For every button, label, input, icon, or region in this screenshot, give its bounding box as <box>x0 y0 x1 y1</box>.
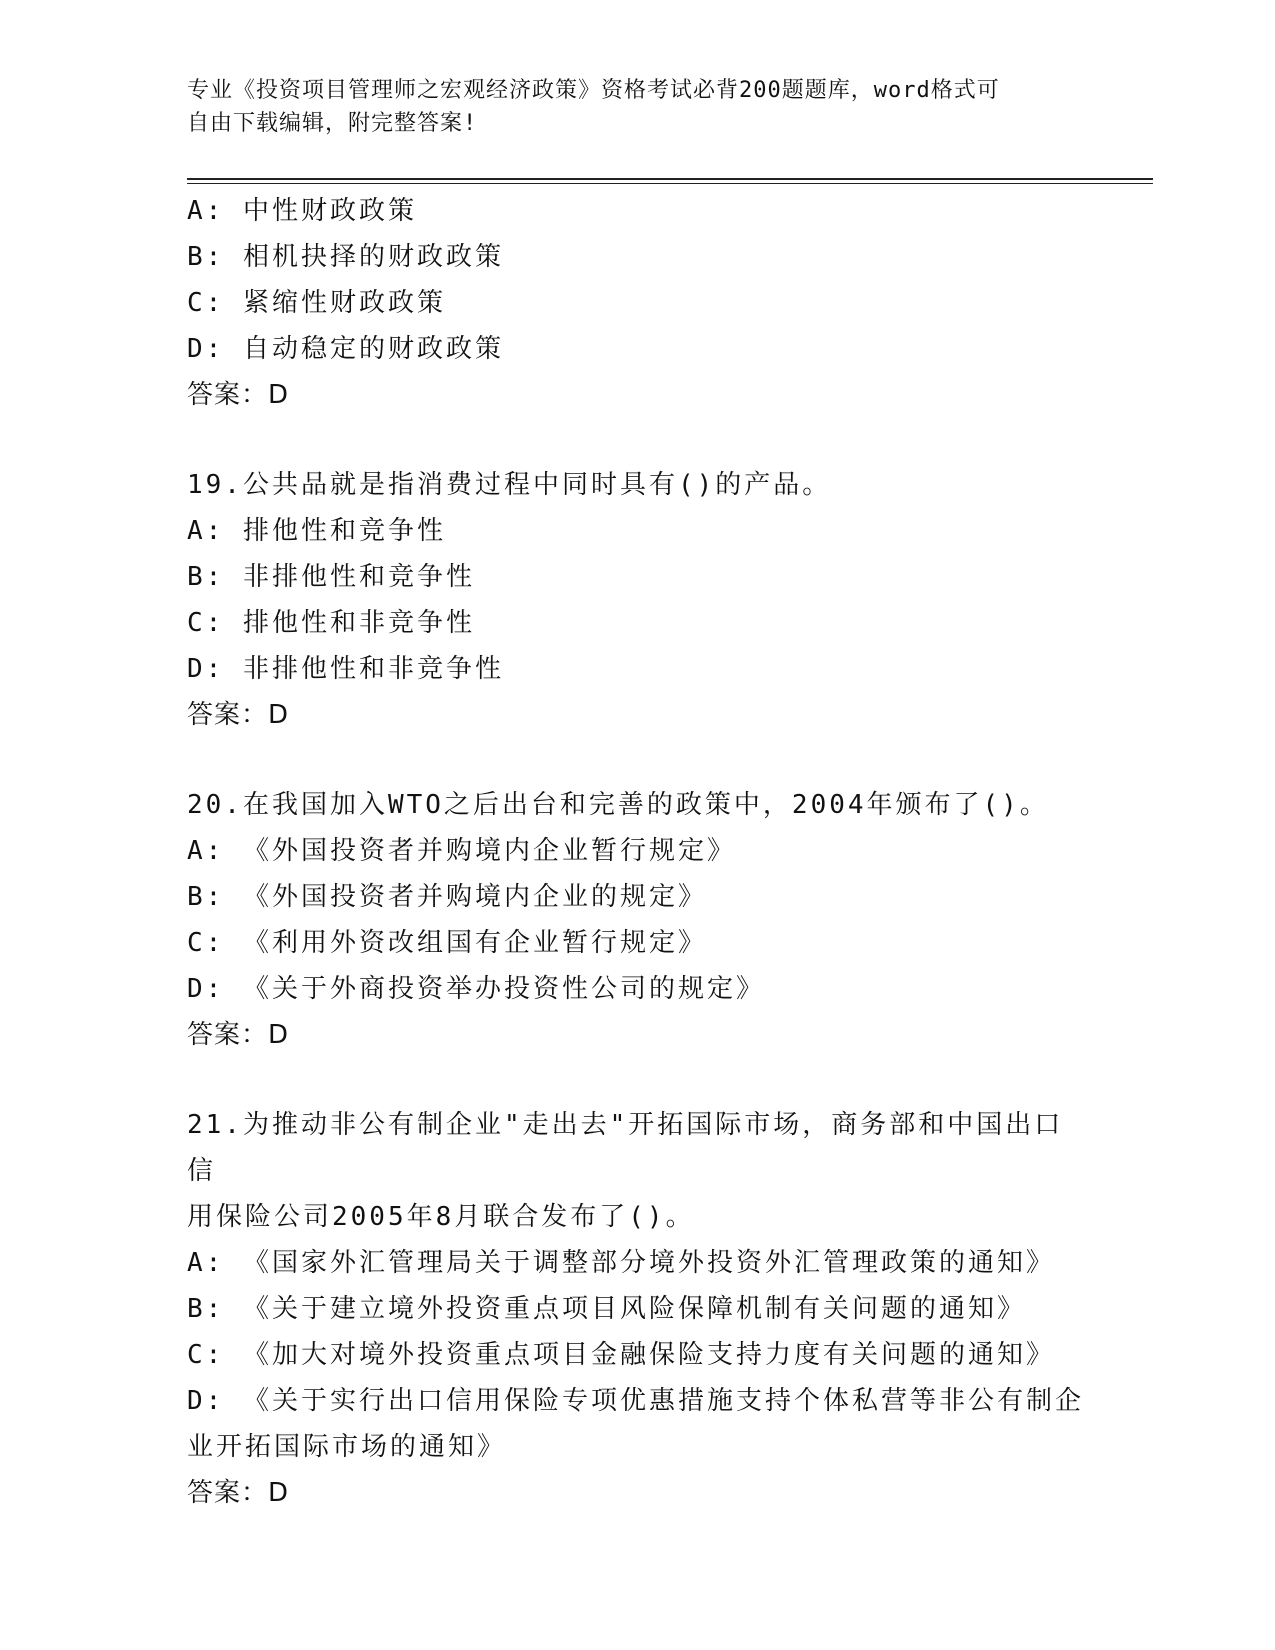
option-d: D: 自动稳定的财政政策 <box>187 334 504 364</box>
answer: 答案：D <box>187 380 290 410</box>
option-a: A: 中性财政政策 <box>187 196 417 226</box>
question-text-line-1: 21.为推动非公有制企业"走出去"开拓国际市场，商务部和中国出口信 <box>187 1110 1064 1186</box>
question-text: 19.公共品就是指消费过程中同时具有()的产品。 <box>187 470 832 500</box>
question-block-19 <box>187 462 1087 738</box>
option-c: C: 《利用外资改组国有企业暂行规定》 <box>187 928 707 958</box>
option-a: A: 排他性和竞争性 <box>187 516 446 546</box>
option-b: B: 相机抉择的财政政策 <box>187 242 504 272</box>
question-block-18 <box>187 188 1087 418</box>
answer: 答案：D <box>187 1020 290 1050</box>
header-line-1: 专业《投资项目管理师之宏观经济政策》资格考试必背200题题库，word格式可 <box>187 78 1000 103</box>
question-text-line-2: 用保险公司2005年8月联合发布了()。 <box>187 1202 695 1232</box>
option-d-line-1: D: 《关于实行出口信用保险专项优惠措施支持个体私营等非公有制企 <box>187 1386 1084 1416</box>
option-d: D: 《关于外商投资举办投资性公司的规定》 <box>187 974 765 1004</box>
question-list <box>187 188 1087 1516</box>
header-divider-thick <box>187 178 1153 180</box>
option-c: C: 排他性和非竞争性 <box>187 608 475 638</box>
option-b: B: 《关于建立境外投资重点项目风险保障机制有关问题的通知》 <box>187 1294 1026 1324</box>
option-c: C: 《加大对境外投资重点项目金融保险支持力度有关问题的通知》 <box>187 1340 1055 1370</box>
option-d: D: 非排他性和非竞争性 <box>187 654 504 684</box>
question-text: 20.在我国加入WTO之后出台和完善的政策中，2004年颁布了()。 <box>187 790 1049 820</box>
option-d-line-2: 业开拓国际市场的通知》 <box>187 1432 507 1462</box>
answer: 答案：D <box>187 700 290 730</box>
question-block-21 <box>187 1102 1087 1516</box>
answer: 答案：D <box>187 1478 290 1508</box>
header-line-2: 自由下载编辑，附完整答案! <box>187 111 478 136</box>
option-a: A: 《外国投资者并购境内企业暂行规定》 <box>187 836 736 866</box>
option-a: A: 《国家外汇管理局关于调整部分境外投资外汇管理政策的通知》 <box>187 1248 1055 1278</box>
option-c: C: 紧缩性财政政策 <box>187 288 446 318</box>
header-divider-thin <box>187 183 1153 184</box>
option-b: B: 《外国投资者并购境内企业的规定》 <box>187 882 707 912</box>
document-header <box>187 74 1067 140</box>
question-block-20 <box>187 782 1087 1058</box>
option-b: B: 非排他性和竞争性 <box>187 562 475 592</box>
